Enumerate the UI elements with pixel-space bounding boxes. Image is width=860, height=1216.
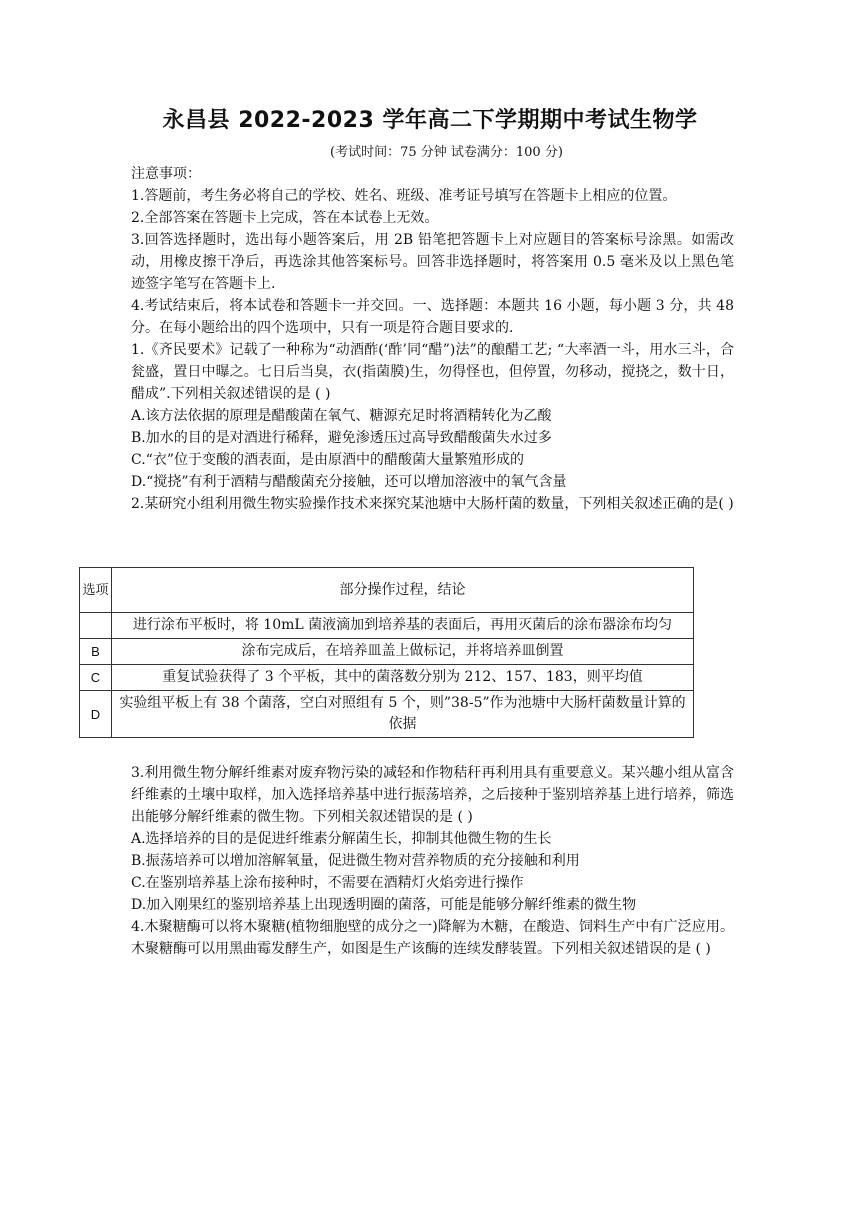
question-1-option-a: A.该方法依据的原理是醋酸菌在氧气、糖源充足时将酒精转化为乙酸 xyxy=(131,408,552,424)
table-row-label: D xyxy=(80,691,112,738)
question-2-table xyxy=(79,567,694,738)
table-row-label: C xyxy=(80,665,112,691)
table-row-content: 涂布完成后，在培养皿盖上做标记，并将培养皿倒置 xyxy=(112,639,694,665)
question-1-stem: 1.《齐民要术》记载了一种称为“动酒酢(‘酢’同“醋”)法”的酿醋工艺; “大率酒一斗，用水三斗，合瓮盛，置日中曝之。七日后当臭，衣(指菌膜)生，勿得怪也，但停置，勿移动，搅挠之，数十日，醋成”.下列相关叙述错误的是 ( ) xyxy=(131,342,734,402)
question-2-stem: 2.某研究小组利用微生物实验操作技术来探究某池塘中大肠杆菌的数量，下列相关叙述正确的是( ) xyxy=(131,496,734,512)
question-3-option-b: B.振荡培养可以增加溶解氧量，促进微生物对营养物质的充分接触和利用 xyxy=(131,853,580,869)
note-item: 4.考试结束后，将本试卷和答题卡一并交回。一、选择题：本题共 16 小题，每小题 3 分，共 48 分。在每小题给出的四个选项中，只有一项是符合题目要求的. xyxy=(131,298,734,336)
table-row xyxy=(80,691,694,738)
notes-heading: 注意事项： xyxy=(131,166,201,182)
note-item: 1.答题前，考生务必将自己的学校、姓名、班级、准考证号填写在答题卡上相应的位置。 xyxy=(131,188,677,204)
note-item: 2.全部答案在答题卡上完成，答在本试卷上无效。 xyxy=(131,210,439,226)
exam-subtitle: (考试时间：75 分钟 试卷满分：100 分) xyxy=(330,145,563,160)
question-3-option-a: A.选择培养的目的是促进纤维素分解菌生长，抑制其他微生物的生长 xyxy=(131,831,552,847)
question-1-option-c: C.“衣”位于变酸的酒表面，是由原酒中的醋酸菌大量繁殖形成的 xyxy=(131,452,524,468)
table-row-content: 进行涂布平板时，将 10mL 菌液滴加到培养基的表面后，再用灭菌后的涂布器涂布均匀 xyxy=(112,613,694,639)
table-row-label: B xyxy=(80,639,112,665)
table-header-row xyxy=(80,568,694,613)
question-3-option-c: C.在鉴别培养基上涂布接种时，不需要在酒精灯火焰旁进行操作 xyxy=(131,875,524,891)
question-4-stem: 4.木聚糖酶可以将木聚糖(植物细胞壁的成分之一)降解为木糖，在酸造、饲料生产中有广泛应用。木聚糖酶可以用黑曲霉发酵生产，如图是生产该酶的连续发酵装置。下列相关叙述错误的是 ( ) xyxy=(131,919,734,957)
table-row xyxy=(80,639,694,665)
table-row xyxy=(80,613,694,639)
table-header-label: 选项 xyxy=(80,568,112,613)
table-row-label xyxy=(80,613,112,639)
note-item: 3.回答选择题时，选出每小题答案后，用 2B 铅笔把答题卡上对应题目的答案标号涂黑。如需改动，用橡皮擦干净后，再选涂其他答案标号。回答非选择题时，将答案用 0.5 毫米及以上黑色笔迹签字笔写在答题卡上. xyxy=(131,232,734,292)
question-1-option-b: B.加水的目的是对酒进行稀释，避免渗透压过高导致醋酸菌失水过多 xyxy=(131,430,552,446)
question-3-stem: 3.利用微生物分解纤维素对废弃物污染的减轻和作物秸秆再利用具有重要意义。某兴趣小组从富含纤维素的土壤中取样，加入选择培养基中进行振荡培养，之后接种于鉴别培养基上进行培养，筛选出能够分解纤维素的微生物。下列相关叙述错误的是 ( ) xyxy=(131,765,734,825)
question-1-option-d: D.“搅挠”有利于酒精与醋酸菌充分接触，还可以增加溶液中的氧气含量 xyxy=(131,474,567,490)
exam-title: 永昌县 2022-2023 学年高二下学期期中考试生物学 xyxy=(162,108,698,133)
exam-body-bottom xyxy=(131,762,734,960)
question-3-option-d: D.加入刚果红的鉴别培养基上出现透明圈的菌落，可能是能够分解纤维素的微生物 xyxy=(131,897,637,913)
table-row-content: 重复试验获得了 3 个平板，其中的菌落数分别为 212、157、183，则平均值 xyxy=(112,665,694,691)
table-row-content: 实验组平板上有 38 个菌落，空白对照组有 5 个，则”38-5”作为池塘中大肠杆菌数量计算的依据 xyxy=(112,691,694,738)
table-header-content: 部分操作过程，结论 xyxy=(112,568,694,613)
exam-body-top xyxy=(131,163,734,515)
table-row xyxy=(80,665,694,691)
